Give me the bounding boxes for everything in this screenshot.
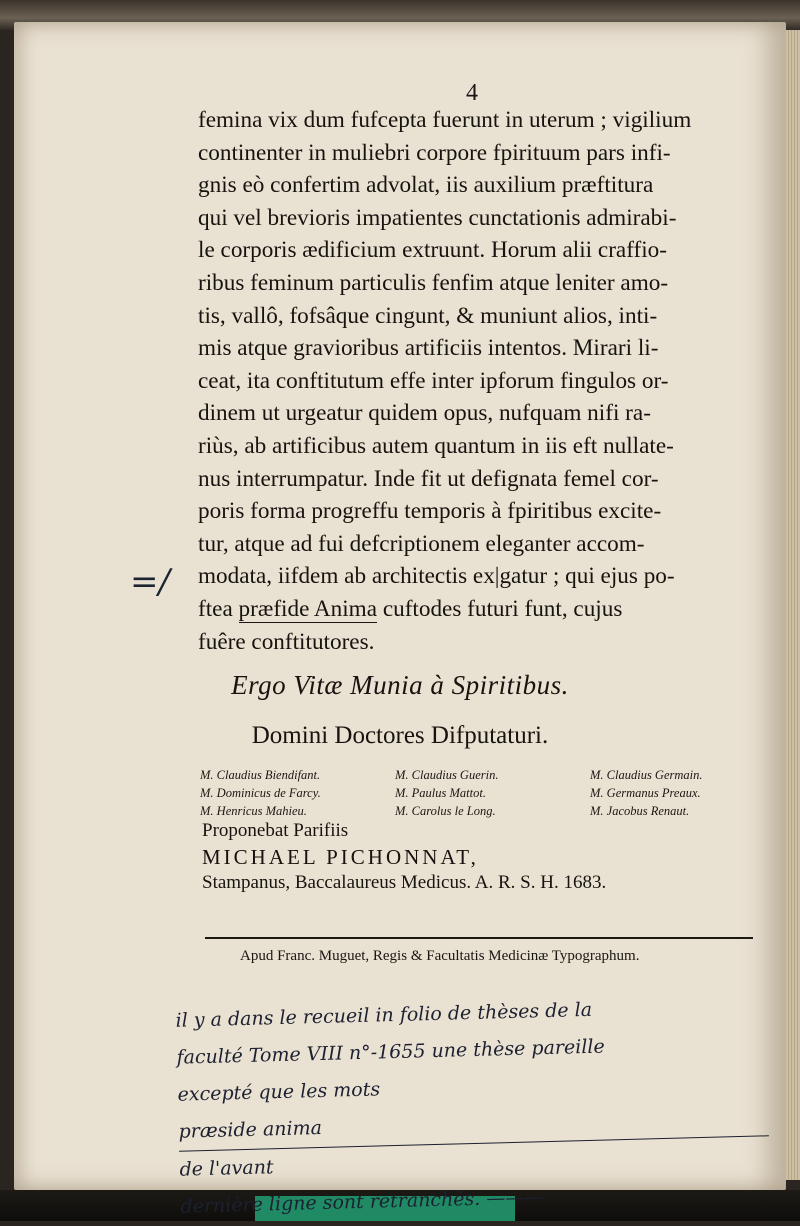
- proponebat-line: [202, 818, 762, 870]
- proponebat-line2: Stampanus, Baccalaureus Medicus. A. R. S. H. 1683.: [202, 872, 607, 893]
- doctor-name: M. Carolus le Long.: [395, 804, 496, 818]
- body-word: cuftodes futuri funt, cujus: [382, 595, 623, 622]
- body-line: [198, 593, 758, 626]
- doctor-name: M. Claudius Germain.: [590, 768, 703, 782]
- doctors-column: [395, 766, 590, 820]
- handwritten-line: [177, 1061, 770, 1188]
- body-line: qui vel brevioris impatientes cunctationis admirabi-: [198, 204, 677, 231]
- author-name: MICHAEL PICHONNAT,: [202, 845, 479, 869]
- body-line: poris forma progreffu temporis à fpiritibus excite-: [198, 498, 662, 525]
- doctors-column: [200, 766, 395, 820]
- proponebat-prefix: Proponebat Parifiis: [202, 820, 349, 841]
- doctors-heading: Domini Doctores Difputaturi.: [251, 722, 549, 749]
- body-line: continenter in muliebri corpore fpirituum pars infi-: [198, 139, 671, 166]
- divider-rule: [205, 937, 753, 939]
- handwritten-underlined: præside anima: [178, 1098, 769, 1151]
- doctor-name: M. Paulus Mattot.: [395, 786, 486, 800]
- page-number: 4: [466, 80, 478, 106]
- body-line: nus interrumpatur. Inde fit ut defignata femel cor-: [198, 465, 659, 492]
- body-line: femina vix dum fufcepta fuerunt in uterum ; vigilium: [198, 107, 692, 133]
- page-edge: [786, 30, 800, 1180]
- margin-annotation-mark: =/: [130, 562, 170, 602]
- underlined-phrase: præfide Anima: [238, 595, 378, 622]
- body-line: dinem ut urgeatur quidem opus, nufquam nifi ra-: [198, 400, 651, 427]
- doctor-name: M. Henricus Mahieu.: [200, 804, 307, 818]
- doctors-column: [590, 766, 760, 820]
- body-line: riùs, ab artificibus autem quantum in iis eft nullate-: [198, 432, 674, 459]
- thesis-conclusion: Ergo Vitæ Munia à Spiritibus.: [231, 670, 569, 700]
- handwritten-line: dernière ligne sont retranchés. ———: [180, 1186, 544, 1218]
- doctor-name: M. Dominicus de Farcy.: [200, 786, 321, 800]
- body-line: ceat, ita conftitutum effe inter ipforum fingulos or-: [198, 367, 669, 394]
- body-line: ribus feminum particulis fenfim atque leniter amo-: [198, 269, 669, 296]
- body-word: ftea: [198, 595, 233, 622]
- body-line: mis atque gravioribus artificiis intentos. Mirari li-: [198, 335, 659, 362]
- handwritten-line: faculté Tome VIII n°-1655 une thèse pareille: [176, 1035, 605, 1069]
- body-line: gnis eò confertim advolat, iis auxilium præftitura: [198, 172, 654, 199]
- body-line: le corporis ædificium extruunt. Horum alii craffio-: [198, 237, 667, 264]
- body-text: [198, 104, 758, 658]
- body-line: modata, iifdem ab architectis ex|gatur ; qui ejus po-: [198, 563, 675, 590]
- doctor-name: M. Claudius Guerin.: [395, 768, 499, 782]
- doctor-name: M. Claudius Biendifant.: [200, 768, 321, 782]
- proponebat-block: [202, 818, 762, 896]
- handwritten-note: [175, 987, 771, 1225]
- body-line: tis, vallô, fofsâque cingunt, & muniunt alios, inti-: [198, 302, 658, 329]
- handwritten-phrase: de l'avant: [179, 1156, 274, 1181]
- printer-imprint: Apud Franc. Muguet, Regis & Facultatis Medicinæ Typographum.: [240, 948, 640, 964]
- doctor-name: M. Germanus Preaux.: [590, 786, 701, 800]
- body-line: tur, atque ad fui defcriptionem eleganter accom-: [198, 530, 645, 557]
- doctor-name: M. Jacobus Renaut.: [590, 804, 690, 818]
- handwritten-phrase: excepté que les mots: [177, 1078, 381, 1106]
- handwritten-line: il y a dans le recueil in folio de thèses de la: [175, 998, 593, 1032]
- body-line: fuêre conftitutores.: [198, 628, 375, 655]
- doctors-list: [200, 766, 760, 820]
